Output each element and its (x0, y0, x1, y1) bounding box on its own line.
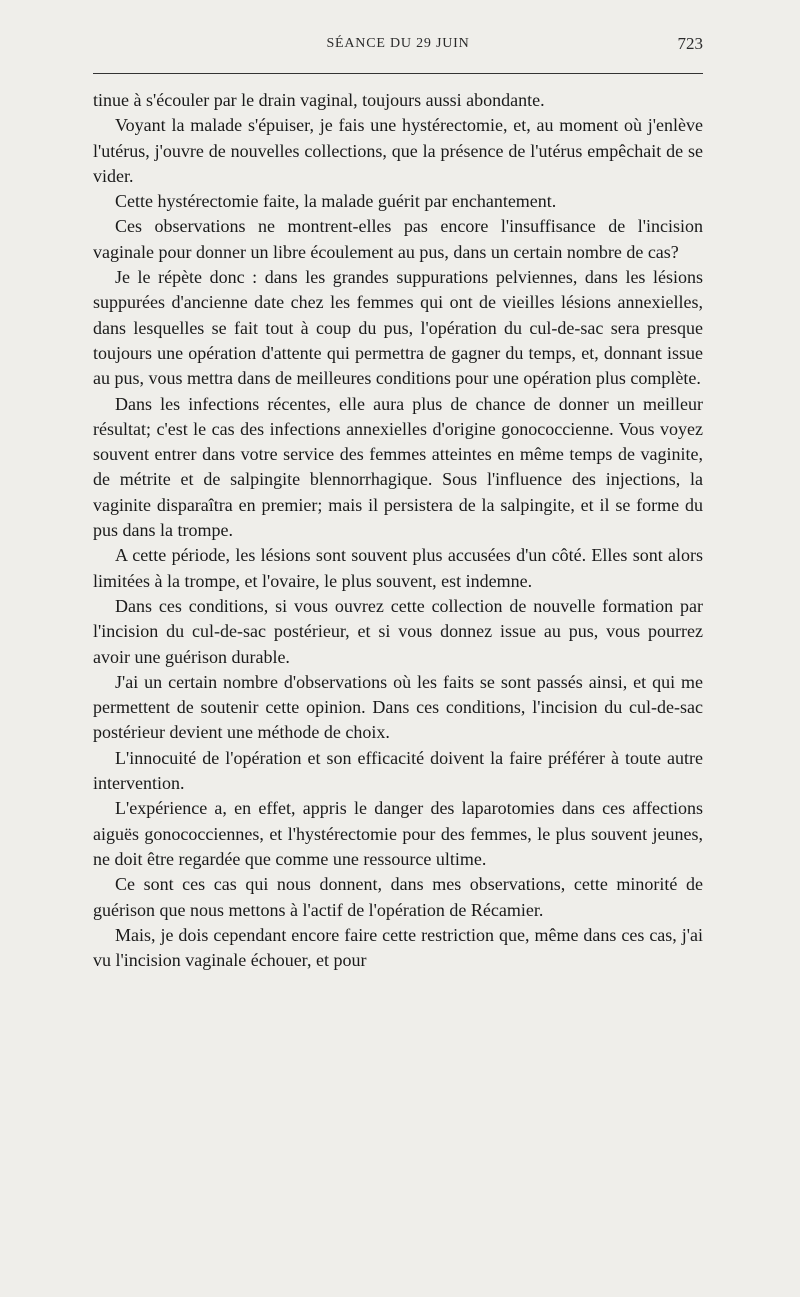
paragraph: tinue à s'écouler par le drain vaginal, toujours aussi abondante. (93, 90, 545, 110)
header-rule (93, 73, 703, 74)
page-number: 723 (677, 34, 703, 53)
paragraph: Ce sont ces cas qui nous donnent, dans mes observations, cette minorité de guérison que nous mettons à l'actif de l'opération de Récamier. (93, 874, 703, 920)
paragraph: Dans ces conditions, si vous ouvrez cette collection de nouvelle formation par l'incision du cul-de-sac postérieur, et si vous donnez issue au pus, vous pourrez avoir une guérison durable. (93, 595, 703, 667)
paragraph: A cette période, les lésions sont souvent plus accusées d'un côté. Elles sont alors limitées à la trompe, et l'ovaire, le plus souvent, est indemne. (93, 545, 703, 591)
paragraph: Dans les infections récentes, elle aura plus de chance de donner un meilleur résultat; c'est le cas des infections annexielles d'origine gonococcienne. Vous voyez souvent entrer dans votre service des femmes atteintes en même temps de vaginite, de métrite et de salpingite blennorrhagique. Sous l'influence des injections, la vaginite disparaîtra en premier; mais il persistera de la salpingite, et il se forme du pus dans la trompe. (93, 393, 703, 541)
paragraph: Mais, je dois cependant encore faire cette restriction que, même dans ces cas, j'ai vu l'incision vaginale échouer, et pour (93, 924, 703, 971)
paragraph: Ces observations ne montrent-elles pas encore l'insuffisance de l'incision vaginale pour donner un libre écoulement au pus, dans un certain nombre de cas? (93, 216, 703, 262)
paragraph: L'innocuité de l'opération et son efficacité doivent la faire préférer à toute autre intervention. (93, 747, 703, 794)
page-header (93, 34, 703, 58)
paragraph: J'ai un certain nombre d'observations où les faits se sont passés ainsi, et qui me permettent de soutenir cette opinion. Dans ces conditions, l'incision du cul-de-sac postérieur devient une méthode de choix. (93, 671, 703, 743)
paragraph: Cette hystérectomie faite, la malade guérit par enchantement. (115, 191, 557, 212)
paragraph: L'expérience a, en effet, appris le danger des laparotomies dans ces affections aiguës gonococciennes, et l'hystérectomie pour des femmes, le plus souvent jeunes, ne doit être regardée que comme une ressource ultime. (93, 798, 703, 869)
paragraph: Je le répète donc : dans les grandes suppurations pelviennes, dans les lésions suppurées d'ancienne date chez les femmes qui ont de vieilles lésions annexielles, dans lesquelles se fait tout à coup du pus, l'opération du cul-de-sac sera presque toujours une opération d'attente qui permettra de gagner du temps, et, donnant issue au pus, vous mettra dans de meilleures conditions pour une opération plus complète. (93, 267, 703, 389)
paragraph: Voyant la malade s'épuiser, je fais une hystérectomie, et, au moment où j'enlève l'utérus, j'ouvre de nouvelles collections, que la présence de l'utérus empêchait de se vider. (93, 115, 703, 186)
body-text (93, 88, 703, 973)
running-title: SÉANCE DU 29 JUIN (326, 36, 470, 51)
